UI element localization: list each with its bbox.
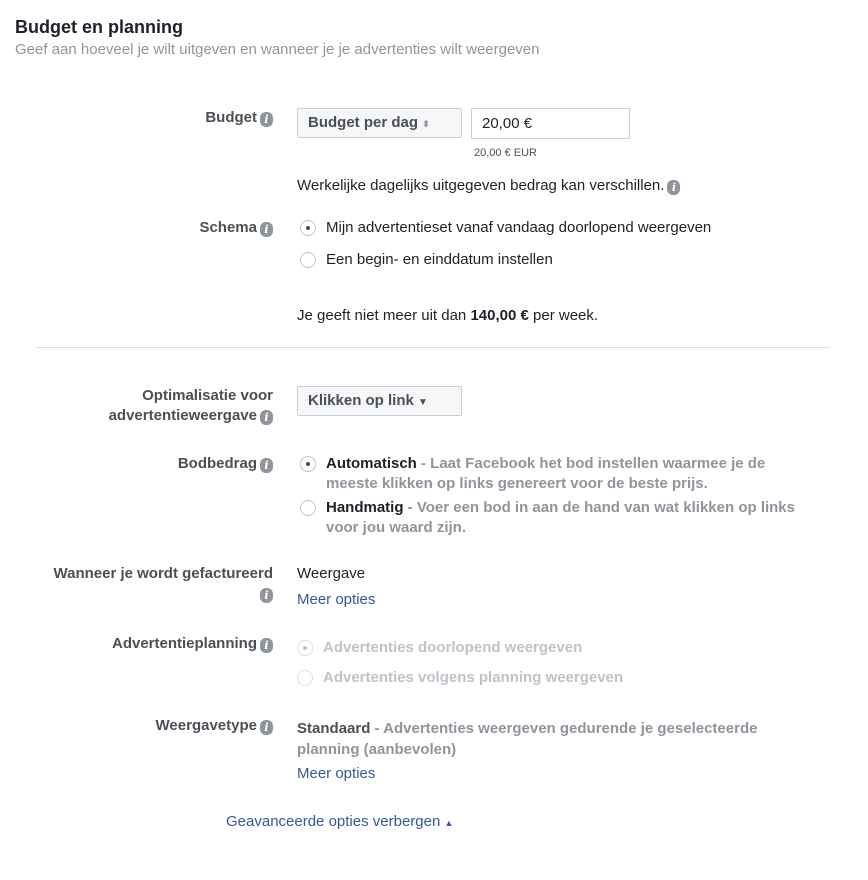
delivery-label (156, 716, 273, 736)
info-icon[interactable]: i (260, 588, 273, 603)
schema-option-dates[interactable] (300, 250, 553, 270)
schema-option-continuous[interactable] (300, 218, 711, 238)
optimization-label (109, 386, 273, 426)
delivery-title: Standaard (297, 720, 371, 737)
bid-label (178, 454, 273, 474)
budget-amount-input[interactable] (471, 108, 630, 139)
section-title: Budget en planning (15, 17, 183, 37)
label-line1: Optimalisatie voor (142, 387, 273, 404)
weekly-suffix: per week. (533, 307, 599, 324)
option-title: Handmatig (326, 499, 404, 516)
weekly-amount: 140,00 € (470, 307, 529, 324)
billing-label-text: Wanneer je wordt gefactureerd (53, 565, 273, 582)
toggle-label: Geavanceerde opties verbergen (226, 813, 441, 830)
billing-value: Weergave (297, 565, 366, 582)
option-desc: - Laat Facebook het bod instellen waarmee je de meeste klikken op links genereert voor de beste prijs. (326, 455, 766, 492)
info-icon[interactable]: i (260, 638, 273, 653)
hide-advanced-options-link[interactable] (226, 812, 453, 833)
billing-more-options-link[interactable]: Meer opties (297, 591, 376, 608)
info-icon[interactable]: i (260, 222, 273, 237)
budget-notice-text: Werkelijke dagelijks uitgegeven bedrag kan verschillen. (297, 177, 665, 194)
schema-label-text: Schema (199, 219, 257, 236)
optimization-select[interactable] (297, 386, 462, 416)
ad-scheduling-label (112, 634, 273, 654)
ad-scheduling-label-text: Advertentieplanning (111, 635, 257, 652)
radio-unselected[interactable] (300, 500, 316, 516)
delivery-more-options-link[interactable]: Meer opties (297, 765, 376, 782)
info-icon[interactable]: i (260, 458, 273, 473)
budget-notice (297, 176, 680, 196)
ad-scheduling-option-continuous[interactable] (297, 638, 582, 658)
schema-label (199, 218, 273, 238)
sort-arrows-icon: ⬍ (422, 119, 430, 129)
budget-label-text: Budget (205, 109, 257, 126)
budget-type-select[interactable] (297, 108, 462, 138)
budget-amount-note: 20,00 € EUR (474, 147, 537, 159)
info-icon[interactable]: i (260, 112, 273, 127)
radio-selected-disabled[interactable] (297, 640, 313, 656)
option-desc: - Voer een bod in aan de hand van wat klikken op links voor jou waard zijn. (326, 499, 795, 536)
option-label: Mijn advertentieset vanaf vandaag doorlopend weergeven (326, 219, 712, 236)
ad-scheduling-option-scheduled[interactable] (297, 668, 623, 688)
delivery-value (297, 718, 817, 760)
budget-type-value: Budget per dag (308, 114, 419, 131)
budget-label (205, 108, 273, 128)
radio-selected[interactable] (300, 220, 316, 236)
delivery-label-text: Weergavetype (155, 717, 257, 734)
bid-option-manual[interactable] (300, 498, 820, 538)
delivery-desc: - Advertenties weergeven gedurende je geselecteerde planning (aanbevolen) (297, 720, 758, 758)
label-line2: advertentieweergave (108, 407, 257, 424)
info-icon[interactable]: i (260, 410, 273, 425)
divider (36, 347, 830, 348)
weekly-spend-text (297, 306, 598, 326)
option-label: Een begin- en einddatum instellen (326, 251, 553, 268)
option-label: Advertenties volgens planning weergeven (323, 669, 624, 686)
bid-option-automatic[interactable] (300, 454, 820, 494)
info-icon[interactable]: i (667, 180, 680, 195)
weekly-prefix: Je geeft niet meer uit dan (297, 307, 467, 324)
section-subtitle: Geef aan hoeveel je wilt uitgeven en wanneer je je advertenties wilt weergeven (15, 41, 540, 58)
optimization-value: Klikken op link (308, 392, 414, 409)
caret-down-icon: ▼ (418, 397, 428, 408)
bid-label-text: Bodbedrag (177, 455, 257, 472)
radio-unselected-disabled[interactable] (297, 670, 313, 686)
radio-selected[interactable] (300, 456, 316, 472)
radio-unselected[interactable] (300, 252, 316, 268)
billing-label (54, 564, 274, 604)
info-icon[interactable]: i (260, 720, 273, 735)
option-title: Automatisch (326, 455, 417, 472)
caret-up-icon: ▲ (444, 818, 454, 828)
option-label: Advertenties doorlopend weergeven (323, 639, 583, 656)
